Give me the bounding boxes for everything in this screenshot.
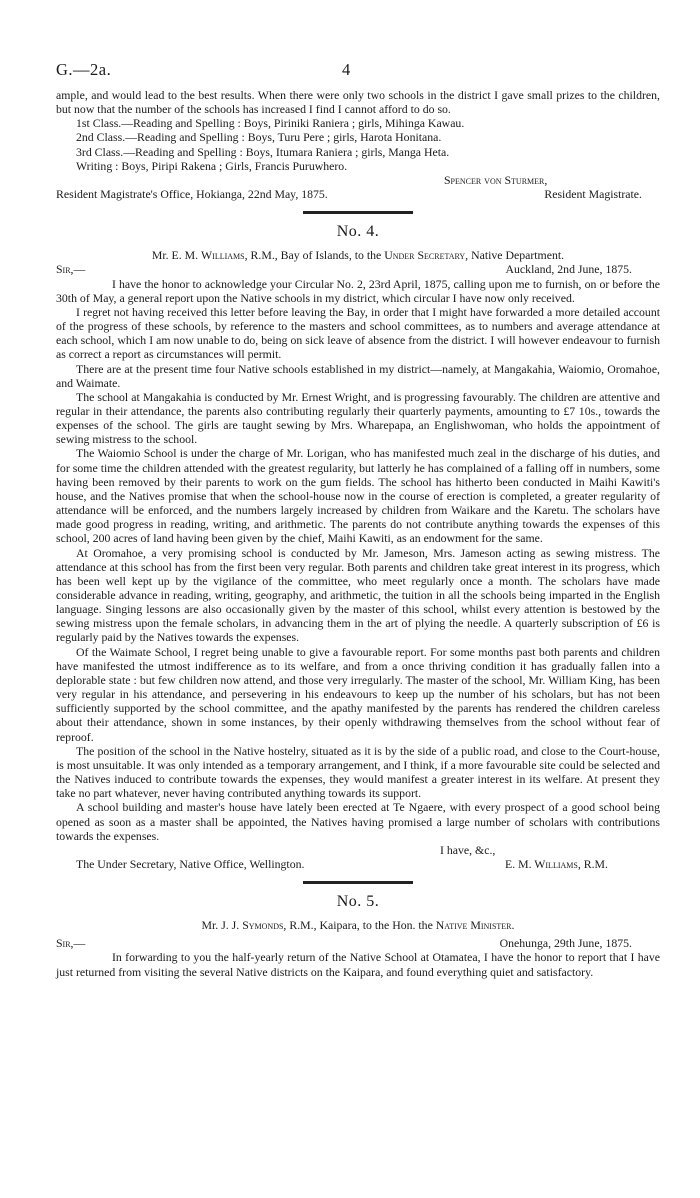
letter-no5 [56,918,660,979]
salutation: Sir,— [56,262,86,277]
salutation-line [56,262,660,276]
signature-title: Resident Magistrate. [544,187,642,202]
paper-code: G.—2a. [56,60,112,79]
prize-line: 2nd Class.—Reading and Spelling : Boys, Turu Pere ; girls, Harota Honitana. [76,130,442,145]
addressee-line [56,857,660,871]
paragraph: The position of the school in the Native hostelry, situated as it is by the side of a public road, and close to the Court-house, is most unsuitable. It was only intended as a temporary arrangement, and I think, if a more favourable site could be selected and the Natives induced to contribute towards the expenses, they would manifest a greater interest in its welfare. At present they take no part whatever, never having contributed anything towards its support. [56,743,660,801]
letter-heading: Mr. J. J. Symonds, R.M., Kaipara, to the Hon. the Native Minister. [201,918,515,933]
page-header [56,58,660,88]
paragraph: I have the honor to acknowledge your Circular No. 2, 23rd April, 1875, calling upon me to furnish, on or before the 30th of May, a general report upon the Native schools in my district, which circular I have now only received. [56,276,660,305]
addressee: The Under Secretary, Native Office, Wellington. [76,856,305,871]
paragraph: The Waiomio School is under the charge of Mr. Lorigan, who has manifested much zeal in the discharge of his duties, and for some time the children attended with the greatest regularity, but latterly he has complained of a falling off in numbers, some having been removed by their parents to work on the gum fields. The school has hitherto been conducted in Maihi Kawiti's house, and the Natives promise that when the school-house now in the course of erection is completed, a greater regularity of attendance will be enforced, and the numbers largely increased by children from Waikare and the Karetu. The scholars have made good progress in reading, writing, and arithmetic. The parents do not contribute anything towards the expenses of this school, 200 acres of land having been given by the chief, Maihi Kawiti, as an endowment for the same. [56,446,660,546]
letter-no4 [56,248,660,871]
salutation: Sir,— [56,936,86,951]
section-divider [303,881,413,884]
signature: E. M. Williams, R.M. [504,856,608,871]
office-location: Resident Magistrate's Office, Hokianga, 22nd May, 1875. [56,187,328,202]
prize-line: Writing : Boys, Piripi Rakena ; Girls, Francis Puruwhero. [76,158,348,173]
letter-heading: Mr. E. M. Williams, R.M., Bay of Islands, to the Under Secretary, Native Department. [151,248,565,263]
recipient-name: Native Minister [435,918,512,933]
recipient-name: Under Secretary [384,248,466,263]
intro-paragraph: ample, and would lead to the best results. When there were only two schools in the district I gave small prizes to the children, but now that the number of the schools has increased I find I cannot afford to do so. [56,88,660,117]
section-title-no4: No. 4. [336,223,380,241]
salutation-line [56,936,660,950]
sender-name: Symonds [242,918,284,933]
page-number: 4 [342,60,351,79]
paragraph: A school building and master's house have lately been erected at Te Ngaere, with every prospect of a good school being opened as soon as a master shall be appointed, the Natives having promised a large number of scholars with contributions towards the expenses. [56,800,660,843]
place-date: Auckland, 2nd June, 1875. [505,262,632,277]
prize-line: 3rd Class.—Reading and Spelling : Boys, Itumara Raniera ; girls, Manga Heta. [76,144,450,159]
place-date: Onehunga, 29th June, 1875. [499,936,632,951]
paragraph: In forwarding to you the half-yearly return of the Native School at Otamatea, I have the honor to report that I have just returned from visiting the several Native districts on the Kaipara, and found everything quiet and satisfactory. [56,950,660,979]
paragraph: I regret not having received this letter before leaving the Bay, in order that I might have forwarded a more detailed account of the progress of these schools, by reference to the masters and school committees, as to numbers and average attendance at each school, which I am now unable to do, being on sick leave of absence from the district. I will however endeavour to furnish as correct a report as circumstances will permit. [56,304,660,362]
paragraph: There are at the present time four Native schools established in my district—namely, at Mangakahia, Waiomio, Oromahoe, and Waimate. [56,361,660,390]
intro-section [56,88,660,201]
paragraph: Of the Waimate School, I regret being unable to give a favourable report. For some months past both parents and children have manifested the utmost indifference as to its welfare, and from a once thriving condition it has gradually fallen into a deplorable state : but few children now attend, and those very irregularly. The master of the school, Mr. William King, has been very regular in his attendance, and persevering in his endeavours to keep up the number of his scholars, but has not been sufficiently supported by the school committee, and the apathy manifested by the parents has rendered the children careless about their attendance, shown in some instances, by their openly withdrawing themselves from the school without fear of reproof. [56,644,660,744]
signature-name: Spencer von Sturmer, [444,172,548,187]
sender-name: Williams [201,248,245,263]
closing: I have, &c., [440,842,496,857]
paragraph: At Oromahoe, a very promising school is conducted by Mr. Jameson, Mrs. Jameson acting as sewing mistress. The attendance at this school has from the first been very regular. Both parents and children take great interest in its progress, which has been well kept up by the vigilance of the committee, who meet regularly once a month. The scholars have made considerable advance in reading, writing, geography, and arithmetic, the tuition in all the schools being imparted in the English language. Singing lessons are also occasionally given by the master of this school, whilst every attention is bestowed by the sewing mistress upon the female scholars, in advancing them in the art of plying the needle. A quarterly subscription of £6 is regularly paid by the Natives towards the expenses. [56,545,660,645]
office-line [56,187,660,201]
section-title-no5: No. 5. [336,893,380,911]
prize-line: 1st Class.—Reading and Spelling : Boys, Piriniki Raniera ; girls, Mihinga Kawau. [76,116,465,131]
prize-list [56,116,660,173]
section-divider [303,211,413,214]
paragraph: The school at Mangakahia is conducted by Mr. Ernest Wright, and is progressing favourably. The children are attentive and regular in their attendance, the parents also contributing regularly their quarterly payments, amounting to £7 10s., towards the expenses of the school. The girls are taught sewing by Mrs. Wharepapa, an Englishwoman, who holds the appointment of sewing mistress to the school. [56,389,660,447]
